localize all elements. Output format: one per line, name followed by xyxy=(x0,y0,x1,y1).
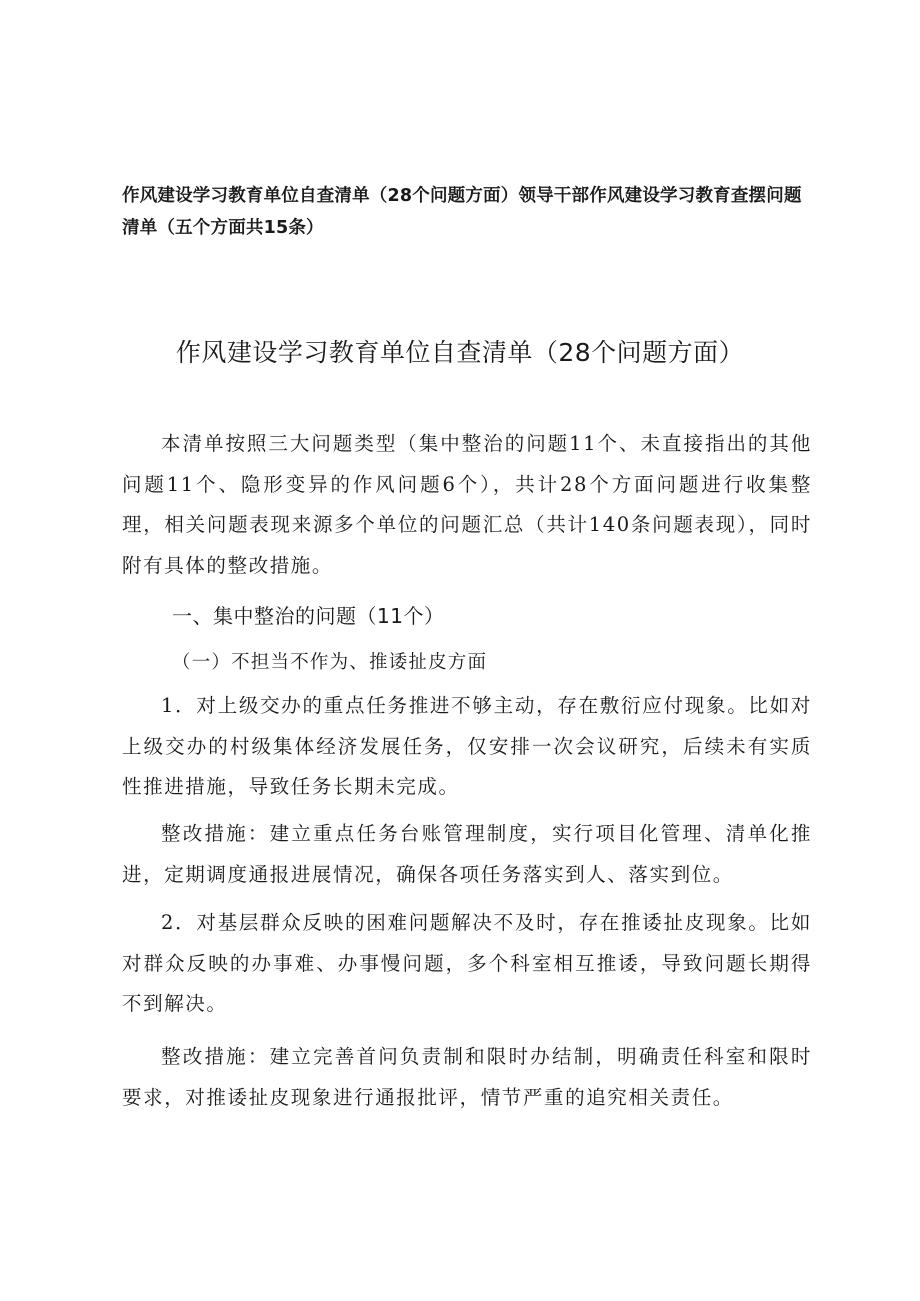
problem-item-2: 2．对基层群众反映的困难问题解决不及时，存在推诿扯皮现象。比如对群众反映的办事难、办事慢问题，多个科室相互推诿，导致问题长期得不到解决。 xyxy=(122,911,812,1015)
section-heading: 一、集中整治的问题（11个） xyxy=(172,604,445,628)
subsection-heading: （一）不担当不作为、推诿扯皮方面 xyxy=(172,652,488,673)
document-title: 作风建设学习教育单位自查清单（28个问题方面） xyxy=(175,338,745,367)
rectification-measure-2: 整改措施：建立完善首问负责制和限时办结制，明确责任科室和限时要求，对推诿扯皮现象进行通报批评，情节严重的追究相关责任。 xyxy=(122,1045,812,1109)
intro-paragraph: 本清单按照三大问题类型（集中整治的问题11个、未直接指出的其他问题11个、隐形变异的作风问题6个），共计28个方面问题进行收集整理，相关问题表现来源多个单位的问题汇总（共计140条问题表现），同时附有具体的整改措施。 xyxy=(122,432,812,577)
problem-item-1: 1．对上级交办的重点任务推进不够主动，存在敷衍应付现象。比如对上级交办的村级集体经济发展任务，仅安排一次会议研究，后续未有实质性推进措施，导致任务长期未完成。 xyxy=(122,694,812,798)
rectification-measure-1: 整改措施：建立重点任务台账管理制度，实行项目化管理、清单化推进，定期调度通报进展情况，确保各项任务落实到人、落实到位。 xyxy=(122,822,812,886)
document-header: 作风建设学习教育单位自查清单（28个问题方面）领导干部作风建设学习教育查摆问题清单（五个方面共15条） xyxy=(122,186,802,238)
